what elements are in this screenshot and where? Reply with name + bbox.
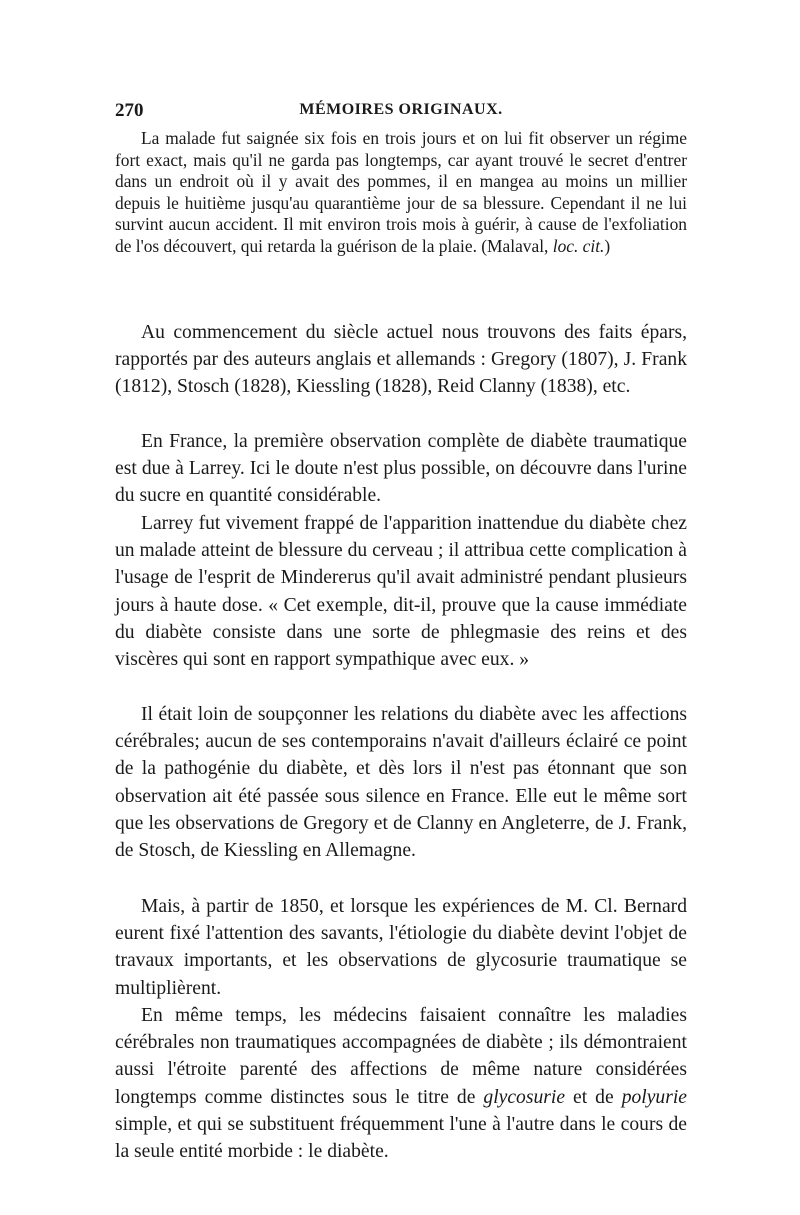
paragraph-non-traumatic-diseases	[115, 1002, 687, 1165]
running-title: MÉMOIRES ORIGINAUX.	[299, 101, 503, 118]
page-header	[115, 100, 687, 122]
paragraph-cerebral-relations: Il était loin de soupçonner les relations du diabète avec les affections cérébrales; aucun de ses contemporains n'avait d'ailleurs éclairé ce point de la pathogénie du diabète, et dès lors il n'est pas étonnant que son observation ait été passée sous silence en France. Elle eut le même sort que les observations de Gregory et de Clanny en Angleterre, de J. Frank, de Stosch, de Kiessling en Allemagne.	[115, 704, 687, 862]
text-after-terms: simple, et qui se substituent fréquemment l'une à l'autre dans le cours de la seule entité morbide : le diabète.	[115, 1113, 687, 1163]
text-before-terms: En même temps, les médecins faisaient connaître les maladies cérébrales non traumatiques accompagnées de diabète ; ils démontraient aussi l'étroite parenté des affections de même nature considérées longtemps comme distinctes sous le titre de	[115, 1005, 687, 1108]
term-polyurie: polyurie	[621, 1086, 687, 1108]
term-glycosurie: glycosurie	[483, 1086, 566, 1108]
observation-text: La malade fut saignée six fois en trois jours et on lui fit observer un régime fort exact, mais qu'il ne garda pas longtemps, car ayant trouvé le secret d'entrer dans un endroit où il y avait des pommes, il en mangea au moins un millier depuis le huitième jusqu'au quarantième jour de sa blessure. Cependant il ne lui survint aucun accident. Il mit environ trois mois à guérir, à cause de l'exfoliation de l'os découvert, qui retarda la guérison de la plaie. (Malaval,	[115, 128, 687, 256]
page-number: 270	[115, 100, 144, 121]
quoted-observation-paragraph	[115, 128, 687, 257]
paragraph-larrey-interpretation: Larrey fut vivement frappé de l'apparition inattendue du diabète chez un malade atteint de blessure du cerveau ; il attribua cette complication à l'usage de l'esprit de Mindererus qu'il avait administré pendant plusieurs jours à haute dose. « Cet exemple, dit-il, prouve que la cause immédiate du diabète consiste dans une sorte de phlegmasie des reins et des viscères qui sont en rapport sympathique avec eux. »	[115, 513, 687, 671]
paragraph-larrey-observation: En France, la première observation complète de diabète traumatique est due à Larrey. Ici le doute n'est plus possible, on découvre dans l'urine du sucre en quantité considérable.	[115, 431, 687, 507]
citation-loc-cit: loc. cit.	[552, 235, 605, 256]
paragraph-early-reports: Au commencement du siècle actuel nous trouvons des faits épars, rapportés par des auteurs anglais et allemands : Gregory (1807), J. Frank (1812), Stosch (1828), Kiessling (1828), Reid Clanny (1838), etc.	[115, 322, 687, 398]
citation-closing: )	[604, 235, 611, 256]
paragraph-bernard-experiments: Mais, à partir de 1850, et lorsque les expériences de M. Cl. Bernard eurent fixé l'attention des savants, l'étiologie du diabète devint l'objet de travaux importants, et les observations de glycosurie traumatique se multiplièrent.	[115, 896, 687, 999]
text-between-terms: et de	[565, 1086, 622, 1108]
